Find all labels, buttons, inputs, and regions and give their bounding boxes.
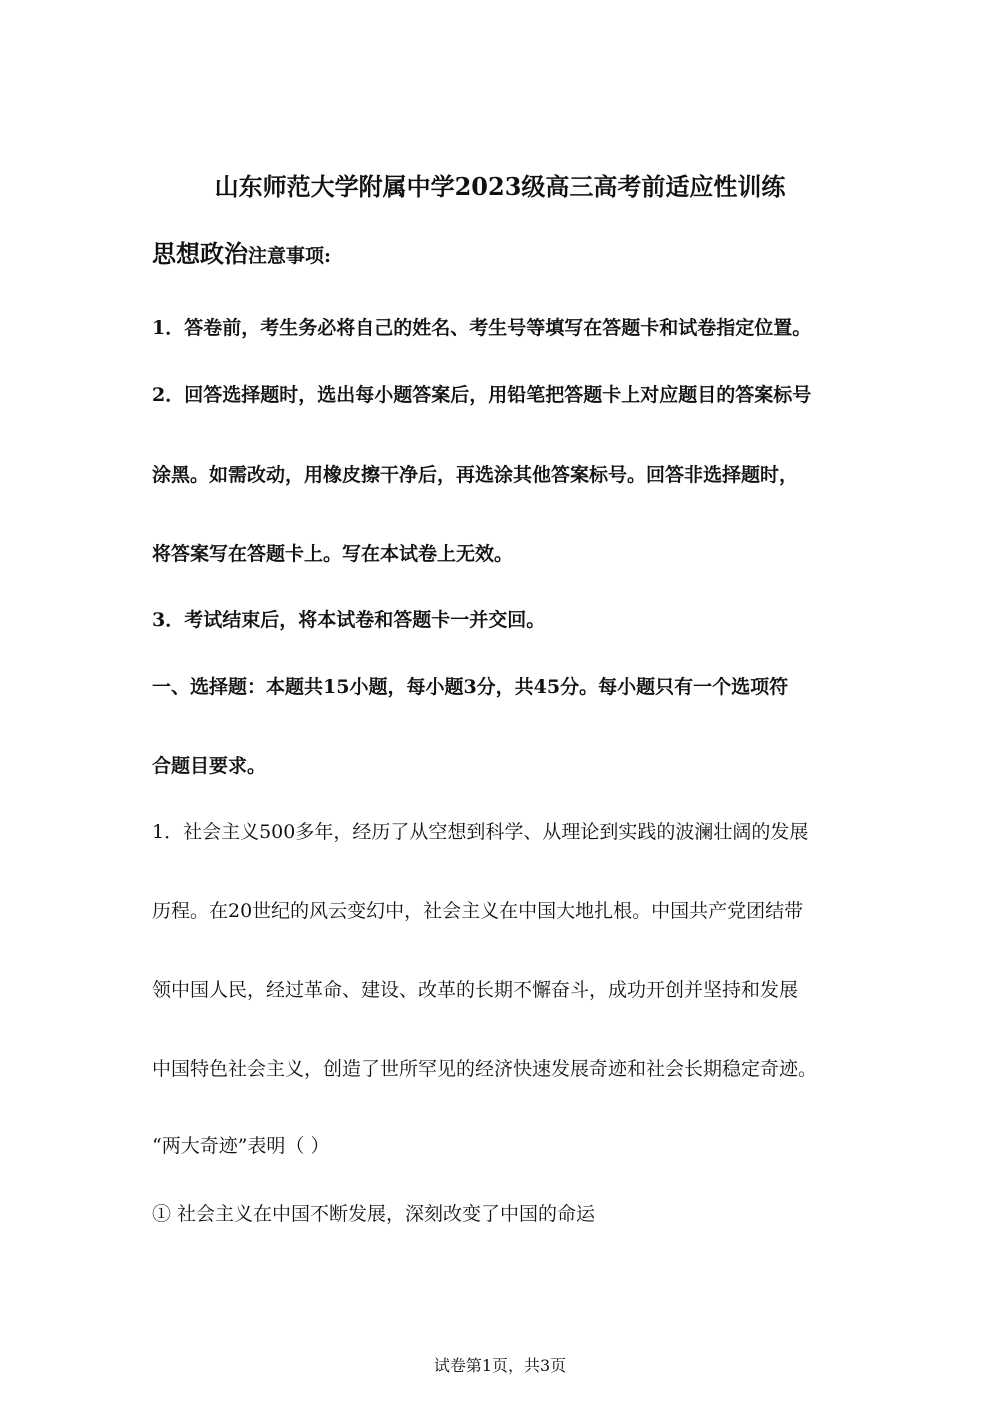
question-1-line-1: 1．社会主义500多年，经历了从空想到科学、从理论到实践的波澜壮阔的发展 (152, 821, 809, 843)
subject-label: 思想政治 (152, 239, 248, 268)
note-2-line-3: 将答案写在答题卡上。写在本试卷上无效。 (152, 543, 514, 565)
question-1-stem: “两大奇迹”表明（ ） (152, 1135, 330, 1157)
note-2-line-1: 2．回答选择题时，选出每小题答案后，用铅笔把答题卡上对应题目的答案标号 (152, 384, 812, 406)
section-heading-line-2: 合题目要求。 (152, 755, 267, 777)
notes-label: 注意事项: (248, 245, 332, 267)
question-1-line-2: 历程。在20世纪的风云变幻中，社会主义在中国大地扎根。中国共产党团结带 (152, 900, 804, 922)
document-title: 山东师范大学附属中学2023级高三高考前适应性训练 (214, 172, 786, 201)
subject-heading-row (152, 239, 332, 268)
question-1-option-1: ① 社会主义在中国不断发展，深刻改变了中国的命运 (152, 1203, 596, 1225)
question-1-line-3: 领中国人民，经过革命、建设、改革的长期不懈奋斗，成功开创并坚持和发展 (152, 979, 799, 1001)
note-2-line-2: 涂黑。如需改动，用橡皮擦干净后，再选涂其他答案标号。回答非选择题时， (152, 464, 799, 486)
note-1: 1．答卷前，考生务必将自己的姓名、考生号等填写在答题卡和试卷指定位置。 (152, 317, 812, 339)
section-heading-line-1: 一、选择题：本题共15小题，每小题3分，共45分。每小题只有一个选项符 (152, 676, 789, 698)
page-footer: 试卷第1页，共3页 (433, 1356, 567, 1375)
question-1-line-4: 中国特色社会主义，创造了世所罕见的经济快速发展奇迹和社会长期稳定奇迹。 (152, 1058, 818, 1080)
note-3: 3．考试结束后，将本试卷和答题卡一并交回。 (152, 609, 546, 631)
